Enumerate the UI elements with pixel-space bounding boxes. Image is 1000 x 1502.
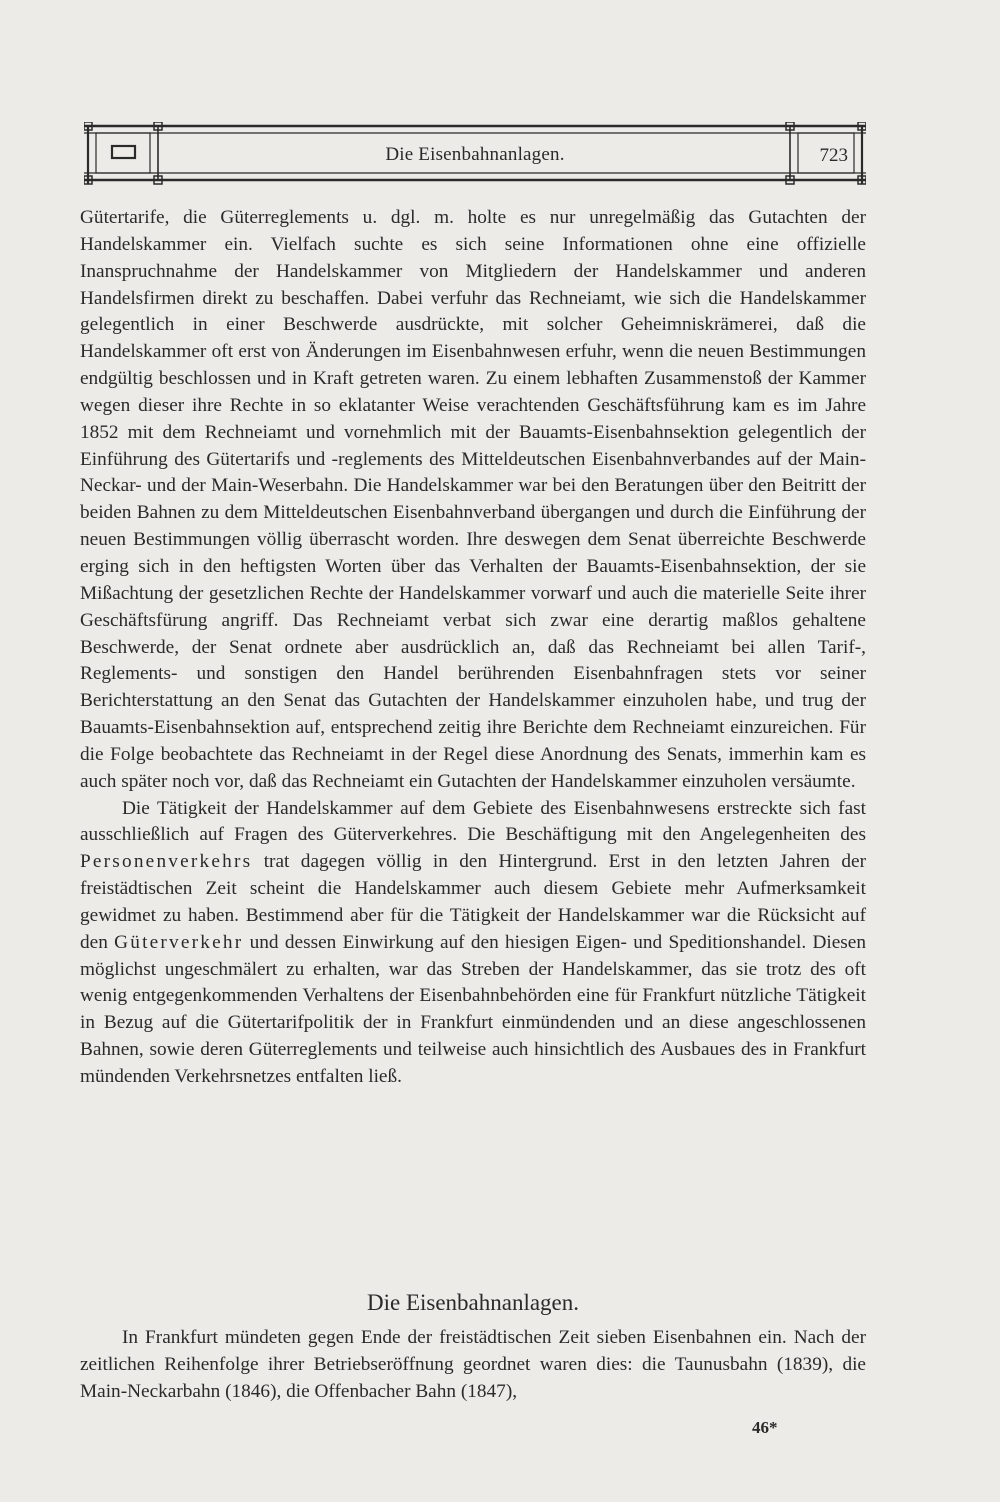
body-paragraph — [80, 796, 866, 1091]
body-paragraph — [80, 205, 866, 796]
text-run: Gütertarife, die Güterreglements u. dgl. m. holte es nur unregelmäßig das Gutachten der Handelskammer ein. Vielfach suchte es sich seine Informationen ohne eine offizielle Inanspruchnahme der Handelskammer von Mitgliedern der Handelskammer und anderen Handelsfirmen direkt zu beschaffen. Dabei verfuhr das Rechneiamt, wie sich die Handelskammer gelegentlich in einer Beschwerde ausdrückte, mit solcher Geheimniskrämerei, daß die Handelskammer oft erst von Änderungen im Eisenbahnwesen erfuhr, wenn die neuen Bestimmungen endgültig beschlossen und in Kraft getreten waren. Zu einem lebhaften Zusammenstoß der Kammer wegen dieser ihre Rechte in so eklatanter Weise verachtenden Geschäftsführung kam es im Jahre 1852 mit dem Rechneiamt und vornehmlich mit der Bauamts-Eisenbahnsektion gelegentlich der Einführung des Gütertarifs und -reglements des Mitteldeutschen Eisenbahnverbandes auf der Main-Neckar- und der Main-Weserbahn. Die Handelskammer war bei den Beratungen über den Beitritt der beiden Bahnen zu dem Mitteldeutschen Eisenbahnverband übergangen und durch die Einführung der neuen Bestimmungen völlig überrascht worden. Ihre deswegen dem Senat überreichte Beschwerde erging sich in den heftigsten Worten über das Verhalten der Bauamts-Eisenbahnsektion, der sie Mißachtung der gesetzlichen Rechte der Handelskammer vorwarf und auch die materielle Seite ihrer Geschäftsfürung angriff. Das Rechneiamt verbat sich zwar eine derartig maßlos gehaltene Beschwerde, der Senat ordnete aber ausdrücklich an, daß das Rechneiamt bei allen Tarif-, Reglements- und sonstigen den Handel berührenden Eisenbahnfragen stets vor seiner Berichterstattung an den Senat das Gutachten der Handelskammer einzuholen habe, und trug der Bauamts-Eisenbahnsektion auf, entsprechend zeitig ihre Berichte dem Rechneiamt einzureichen. Für die Folge beobachtete das Rechneiamt in der Regel diese Anordnung des Senats, immerhin kam es auch später noch vor, daß das Rechneiamt ein Gutachten der Handelskammer einzuholen versäumte. — [80, 207, 866, 792]
page-number: 723 — [819, 145, 848, 166]
running-head-title: Die Eisenbahnanlagen. — [385, 144, 565, 165]
text-run: und dessen Einwirkung auf den hiesigen Eigen- und Speditionshandel. Diesen möglichst ungeschmälert zu erhalten, war das Streben der Handelskammer, das sie trotz des oft wenig entgegenkommenden Verhaltens der Eisenbahnbehörden eine für Frankfurt nützliche Tätigkeit in Bezug auf die Gütertarifpolitik der in Frankfurt einmündenden und an diese angeschlossenen Bahnen, sowie deren Güterreglements und teilweise auch hinsichtlich des Ausbaues des in Frankfurt mündenden Verkehrsnetzes entfalten ließ. — [80, 931, 866, 1087]
section-paragraph: In Frankfurt mündeten gegen Ende der freistädtischen Zeit sieben Eisenbahnen ein. Nach der zeitlichen Reihenfolge ihrer Betriebseröffnung geordnet waren dies: die Taunusbahn (1839), die Main-Neckarbahn (1846), die Offenbacher Bahn (1847), — [80, 1327, 866, 1402]
spaced-emphasis: Personenverkehrs — [80, 851, 253, 873]
spaced-emphasis: Güterverkehr — [114, 931, 244, 953]
signature-mark: 46* — [752, 1418, 778, 1437]
section-heading: Die Eisenbahnanlagen. — [366, 1290, 580, 1315]
section-body — [80, 1324, 866, 1405]
text-run: Die Tätigkeit der Handelskammer auf dem Gebiete des Eisenbahnwesens erstreckte sich fast ausschließlich auf Fragen des Güterverkehres. Die Beschäftigung mit den Angelegenheiten des — [80, 797, 866, 846]
body-text — [80, 205, 866, 1091]
running-header — [84, 122, 866, 188]
text-run: trat dagegen völlig in den Hintergrund. Erst in den letzten Jahren der freistädtischen Zeit scheint die Handelskammer auch diesem Gebiete mehr Aufmerksamkeit gewidmet zu haben. Bestimmend aber für die Tätigkeit der Handelskammer war die Rücksicht auf den — [80, 851, 866, 953]
